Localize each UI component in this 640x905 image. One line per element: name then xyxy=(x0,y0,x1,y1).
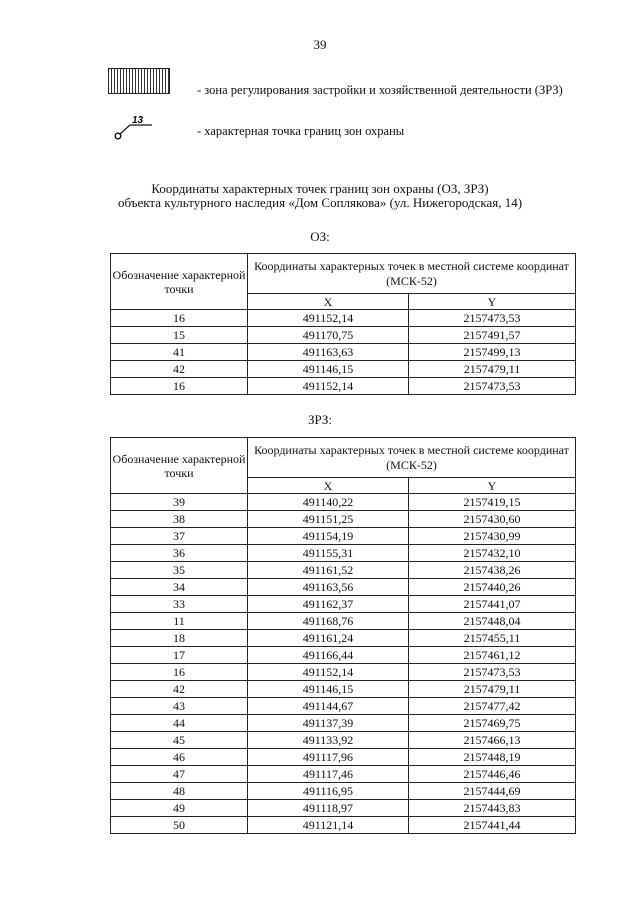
cell-x: 491117,96 xyxy=(248,749,409,766)
cell-x: 491163,63 xyxy=(248,344,409,361)
header-point: Обозначение характерной точки xyxy=(111,438,248,494)
table-row xyxy=(111,494,576,511)
table-row xyxy=(111,327,576,344)
cell-y: 2157479,11 xyxy=(409,681,576,698)
cell-y: 2157448,04 xyxy=(409,613,576,630)
table-row xyxy=(111,783,576,800)
cell-x: 491154,19 xyxy=(248,528,409,545)
oz-coordinates-table xyxy=(110,253,576,395)
header-y: Y xyxy=(409,478,576,494)
characteristic-point-icon xyxy=(110,114,158,144)
cell-y: 2157469,75 xyxy=(409,715,576,732)
table-row xyxy=(111,749,576,766)
cell-point: 42 xyxy=(111,361,248,378)
table-row xyxy=(111,630,576,647)
cell-point: 37 xyxy=(111,528,248,545)
cell-y: 2157473,53 xyxy=(409,378,576,395)
cell-y: 2157432,10 xyxy=(409,545,576,562)
table-row xyxy=(111,766,576,783)
cell-point: 17 xyxy=(111,647,248,664)
cell-y: 2157441,44 xyxy=(409,817,576,834)
table-row xyxy=(111,817,576,834)
cell-x: 491137,39 xyxy=(248,715,409,732)
cell-point: 34 xyxy=(111,579,248,596)
cell-point: 16 xyxy=(111,310,248,327)
cell-y: 2157448,19 xyxy=(409,749,576,766)
cell-y: 2157473,53 xyxy=(409,664,576,681)
table-row xyxy=(111,698,576,715)
table-row xyxy=(111,562,576,579)
table-row xyxy=(111,361,576,378)
caption-line-2: объекта культурного наследия «Дом Соплякова» (ул. Нижегородская, 14) xyxy=(117,195,523,210)
cell-point: 11 xyxy=(111,613,248,630)
cell-y: 2157455,11 xyxy=(409,630,576,647)
cell-x: 491151,25 xyxy=(248,511,409,528)
table-row xyxy=(111,511,576,528)
cell-x: 491166,44 xyxy=(248,647,409,664)
cell-y: 2157440,26 xyxy=(409,579,576,596)
cell-x: 491162,37 xyxy=(248,596,409,613)
cell-x: 491163,56 xyxy=(248,579,409,596)
cell-y: 2157477,42 xyxy=(409,698,576,715)
cell-y: 2157430,99 xyxy=(409,528,576,545)
cell-point: 43 xyxy=(111,698,248,715)
cell-point: 16 xyxy=(111,664,248,681)
cell-point: 50 xyxy=(111,817,248,834)
legend-text-point: - характерная точка границ зон охраны xyxy=(197,124,405,138)
legend-item-point xyxy=(0,115,640,148)
cell-point: 38 xyxy=(111,511,248,528)
table-row xyxy=(111,715,576,732)
cell-y: 2157473,53 xyxy=(409,310,576,327)
cell-x: 491121,14 xyxy=(248,817,409,834)
cell-point: 18 xyxy=(111,630,248,647)
cell-x: 491140,22 xyxy=(248,494,409,511)
cell-y: 2157499,13 xyxy=(409,344,576,361)
cell-y: 2157479,11 xyxy=(409,361,576,378)
cell-x: 491170,75 xyxy=(248,327,409,344)
cell-x: 491117,46 xyxy=(248,766,409,783)
cell-point: 35 xyxy=(111,562,248,579)
cell-point: 46 xyxy=(111,749,248,766)
header-y: Y xyxy=(409,294,576,310)
table-row xyxy=(111,579,576,596)
cell-point: 49 xyxy=(111,800,248,817)
cell-point: 15 xyxy=(111,327,248,344)
zrz-table-body xyxy=(111,494,576,834)
cell-x: 491161,24 xyxy=(248,630,409,647)
header-point: Обозначение характерной точки xyxy=(111,254,248,310)
legend-item-zrz xyxy=(0,68,640,98)
cell-x: 491146,15 xyxy=(248,681,409,698)
cell-point: 45 xyxy=(111,732,248,749)
cell-x: 491133,92 xyxy=(248,732,409,749)
header-x: X xyxy=(248,294,409,310)
cell-point: 48 xyxy=(111,783,248,800)
cell-point: 39 xyxy=(111,494,248,511)
cell-y: 2157438,26 xyxy=(409,562,576,579)
table-row xyxy=(111,613,576,630)
table-row xyxy=(111,732,576,749)
cell-y: 2157444,69 xyxy=(409,783,576,800)
cell-point: 33 xyxy=(111,596,248,613)
page-number: 39 xyxy=(313,37,327,52)
table-row xyxy=(111,647,576,664)
table-row xyxy=(111,310,576,327)
header-x: X xyxy=(248,478,409,494)
cell-y: 2157441,07 xyxy=(409,596,576,613)
header-coords: Координаты характерных точек в местной системе координат (МСК-52) xyxy=(248,438,576,478)
cell-point: 42 xyxy=(111,681,248,698)
table-row xyxy=(111,528,576,545)
cell-x: 491152,14 xyxy=(248,378,409,395)
zrz-section-label: ЗРЗ: xyxy=(307,412,333,427)
cell-x: 491118,97 xyxy=(248,800,409,817)
header-coords: Координаты характерных точек в местной системе координат (МСК-52) xyxy=(248,254,576,294)
cell-y: 2157430,60 xyxy=(409,511,576,528)
legend-text-zrz: - зона регулирования застройки и хозяйственной деятельности (ЗРЗ) xyxy=(197,83,563,97)
cell-point: 41 xyxy=(111,344,248,361)
cell-y: 2157466,13 xyxy=(409,732,576,749)
cell-y: 2157419,15 xyxy=(409,494,576,511)
cell-x: 491152,14 xyxy=(248,310,409,327)
table-row xyxy=(111,800,576,817)
table-row xyxy=(111,681,576,698)
point-marker-number: 13 xyxy=(132,115,144,126)
cell-y: 2157491,57 xyxy=(409,327,576,344)
cell-y: 2157446,46 xyxy=(409,766,576,783)
cell-x: 491146,15 xyxy=(248,361,409,378)
cell-x: 491144,67 xyxy=(248,698,409,715)
oz-table-body xyxy=(111,310,576,395)
cell-point: 36 xyxy=(111,545,248,562)
cell-y: 2157461,12 xyxy=(409,647,576,664)
cell-point: 47 xyxy=(111,766,248,783)
cell-point: 44 xyxy=(111,715,248,732)
cell-point: 16 xyxy=(111,378,248,395)
table-row xyxy=(111,664,576,681)
table-row xyxy=(111,344,576,361)
table-row xyxy=(111,378,576,395)
table-row xyxy=(111,596,576,613)
cell-y: 2157443,83 xyxy=(409,800,576,817)
caption-line-1: Координаты характерных точек границ зон охраны (ОЗ, ЗРЗ) xyxy=(151,181,489,196)
cell-x: 491116,95 xyxy=(248,783,409,800)
cell-x: 491152,14 xyxy=(248,664,409,681)
zrz-coordinates-table xyxy=(110,437,576,834)
cell-x: 491168,76 xyxy=(248,613,409,630)
table-row xyxy=(111,545,576,562)
hatched-zone-icon xyxy=(108,68,170,94)
cell-x: 491155,31 xyxy=(248,545,409,562)
cell-x: 491161,52 xyxy=(248,562,409,579)
oz-section-label: ОЗ: xyxy=(310,229,330,244)
